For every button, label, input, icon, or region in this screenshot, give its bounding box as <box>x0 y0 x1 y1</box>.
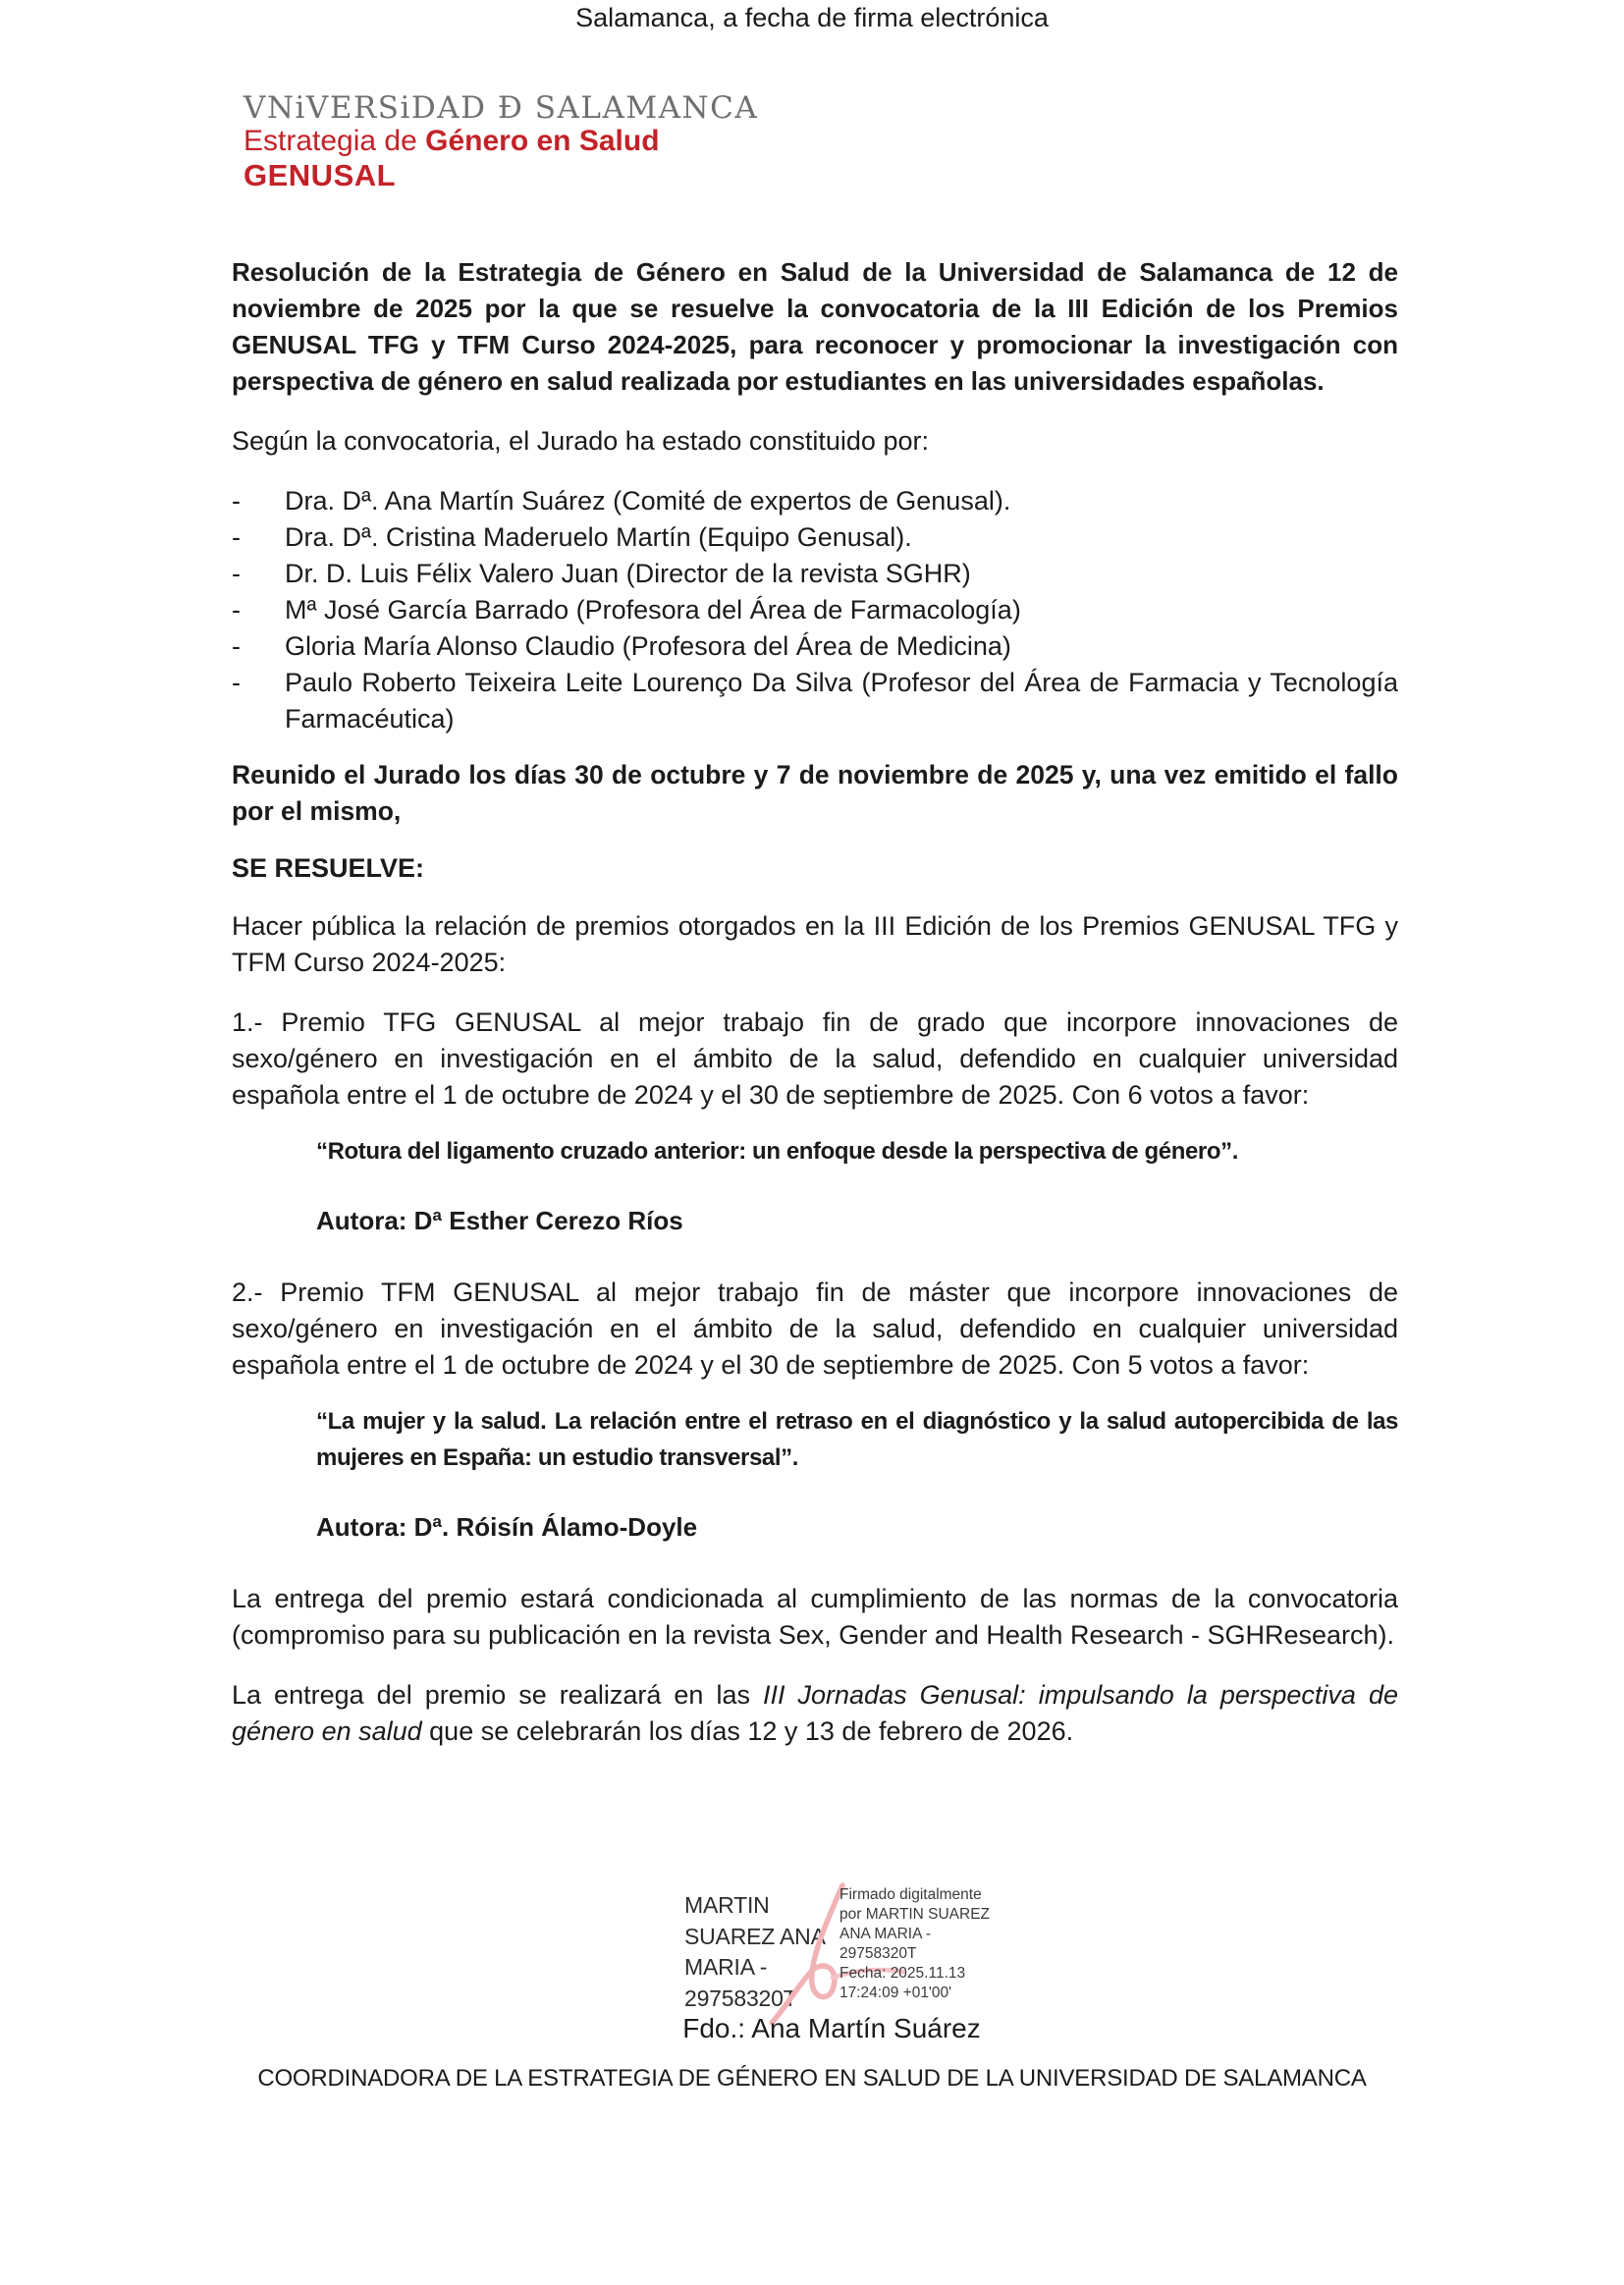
ceremony-prefix: La entrega del premio se realizará en las <box>232 1680 763 1710</box>
jury-meeting-paragraph: Reunido el Jurado los días 30 de octubre y 7 de noviembre de 2025 y, una vez emitido el fallo por el mismo, <box>232 760 1398 826</box>
jury-list-item <box>232 483 1398 519</box>
award2-work-title: “La mujer y la salud. La relación entre el retraso en el diagnóstico y la salud autopercibida de las mujeres en España: un estudio transversal”. <box>316 1408 1398 1471</box>
jury-member-name: Paulo Roberto Teixeira Leite Lourenço Da Silva (Profesor del Área de Farmacia y Tecnología Farmacéutica) <box>285 668 1398 734</box>
header-logo-block <box>244 91 1398 193</box>
document-content <box>232 0 1398 1773</box>
resolve-heading: SE RESUELVE: <box>232 853 425 883</box>
jury-list-item <box>232 628 1398 665</box>
jury-list-item <box>232 665 1398 737</box>
jury-member-name: Gloria María Alonso Claudio (Profesora del Área de Medicina) <box>285 631 1011 661</box>
list-dash-marker: - <box>232 559 241 588</box>
signature-details-block <box>839 1885 990 2003</box>
genusal-acronym: GENUSAL <box>244 158 397 192</box>
jury-member-name: Mª José García Barrado (Profesora del Área de Farmacología) <box>285 595 1021 625</box>
signer-name-line: MARIA - <box>684 1954 768 1980</box>
ceremony-suffix: que se celebrarán los días 12 y 13 de febrero de 2026. <box>421 1716 1074 1746</box>
award1-author: Autora: Dª Esther Cerezo Ríos <box>316 1206 683 1235</box>
jury-list-item <box>232 556 1398 592</box>
signature-detail-line: Firmado digitalmente <box>839 1886 982 1903</box>
strategy-title-bold: Género en Salud <box>425 125 660 157</box>
signer-name-line: MARTIN <box>684 1892 770 1918</box>
ceremony-event-name: III Jornadas Genusal: impulsando la perspectiva de género en salud <box>232 1680 1398 1746</box>
university-wordmark: VNiVERSiDAD Ð SALAMANCA <box>244 90 759 126</box>
jury-member-name: Dr. D. Luis Félix Valero Juan (Director de la revista SGHR) <box>285 559 971 588</box>
list-dash-marker: - <box>232 486 241 516</box>
signer-name-line: SUAREZ ANA <box>684 1923 826 1949</box>
jury-list-item <box>232 519 1398 556</box>
ceremony-paragraph <box>232 1677 1398 1750</box>
strategy-title <box>244 125 1398 158</box>
jury-list <box>232 483 1398 737</box>
signer-name-line: 29758320T <box>684 1985 797 2011</box>
signature-detail-line: ANA MARIA - <box>839 1926 932 1942</box>
conditions-paragraph: La entrega del premio estará condicionada al cumplimiento de las normas de la convocatoria (compromiso para su publicación en la revista Sex, Gender and Health Research - SGHResearch). <box>232 1584 1398 1650</box>
coordinator-footer: COORDINADORA DE LA ESTRATEGIA DE GÉNERO EN SALUD DE LA UNIVERSIDAD DE SALAMANCA <box>257 2065 1367 2092</box>
signature-detail-line: Fecha: 2025.11.13 <box>839 1965 966 1982</box>
jury-list-item <box>232 592 1398 628</box>
place-date-line: Salamanca, a fecha de firma electrónica <box>575 3 1049 32</box>
list-dash-marker: - <box>232 668 241 697</box>
jury-intro-line: Según la convocatoria, el Jurado ha estado constituido por: <box>232 426 929 456</box>
list-dash-marker: - <box>232 522 241 552</box>
list-dash-marker: - <box>232 595 241 625</box>
signature-detail-line: 17:24:09 +01'00' <box>839 1985 952 2001</box>
award2-paragraph: 2.- Premio TFM GENUSAL al mejor trabajo fin de máster que incorpore innovaciones de sexo/género en investigación en el ámbito de la salud, defendido en cualquier universidad española entre el 1 de octubre de 2024 y el 30 de septiembre de 2025. Con 5 votos a favor: <box>232 1278 1398 1380</box>
list-dash-marker: - <box>232 631 241 661</box>
award1-work-title: “Rotura del ligamento cruzado anterior: un enfoque desde la perspectiva de género”. <box>316 1138 1238 1165</box>
jury-member-name: Dra. Dª. Ana Martín Suárez (Comité de expertos de Genusal). <box>285 486 1011 516</box>
strategy-title-prefix: Estrategia de <box>244 125 426 157</box>
signature-detail-line: por MARTIN SUAREZ <box>839 1906 991 1923</box>
award2-author: Autora: Dª. Róisín Álamo-Doyle <box>316 1512 698 1542</box>
award1-paragraph: 1.- Premio TFG GENUSAL al mejor trabajo fin de grado que incorpore innovaciones de sexo/género en investigación en el ámbito de la salud, defendido en cualquier universidad española entre el 1 de octubre de 2024 y el 30 de septiembre de 2025. Con 6 votos a favor: <box>232 1007 1398 1110</box>
resolution-intro-paragraph: Resolución de la Estrategia de Género en Salud de la Universidad de Salamanca de 12 de noviembre de 2025 por la que se resuelve la convocatoria de la III Edición de los Premios GENUSAL TFG y TFM Curso 2024-2025, para reconocer y promocionar la investigación con perspectiva de género en salud realizada por estudiantes en las universidades españolas. <box>232 257 1398 396</box>
signed-by-line: Fdo.: Ana Martín Suárez <box>682 2013 981 2043</box>
resolve-intro-paragraph: Hacer pública la relación de premios otorgados en la III Edición de los Premios GENUSAL TFG y TFM Curso 2024-2025: <box>232 911 1398 977</box>
jury-member-name: Dra. Dª. Cristina Maderuelo Martín (Equipo Genusal). <box>285 522 912 552</box>
signature-detail-line: 29758320T <box>839 1945 917 1962</box>
